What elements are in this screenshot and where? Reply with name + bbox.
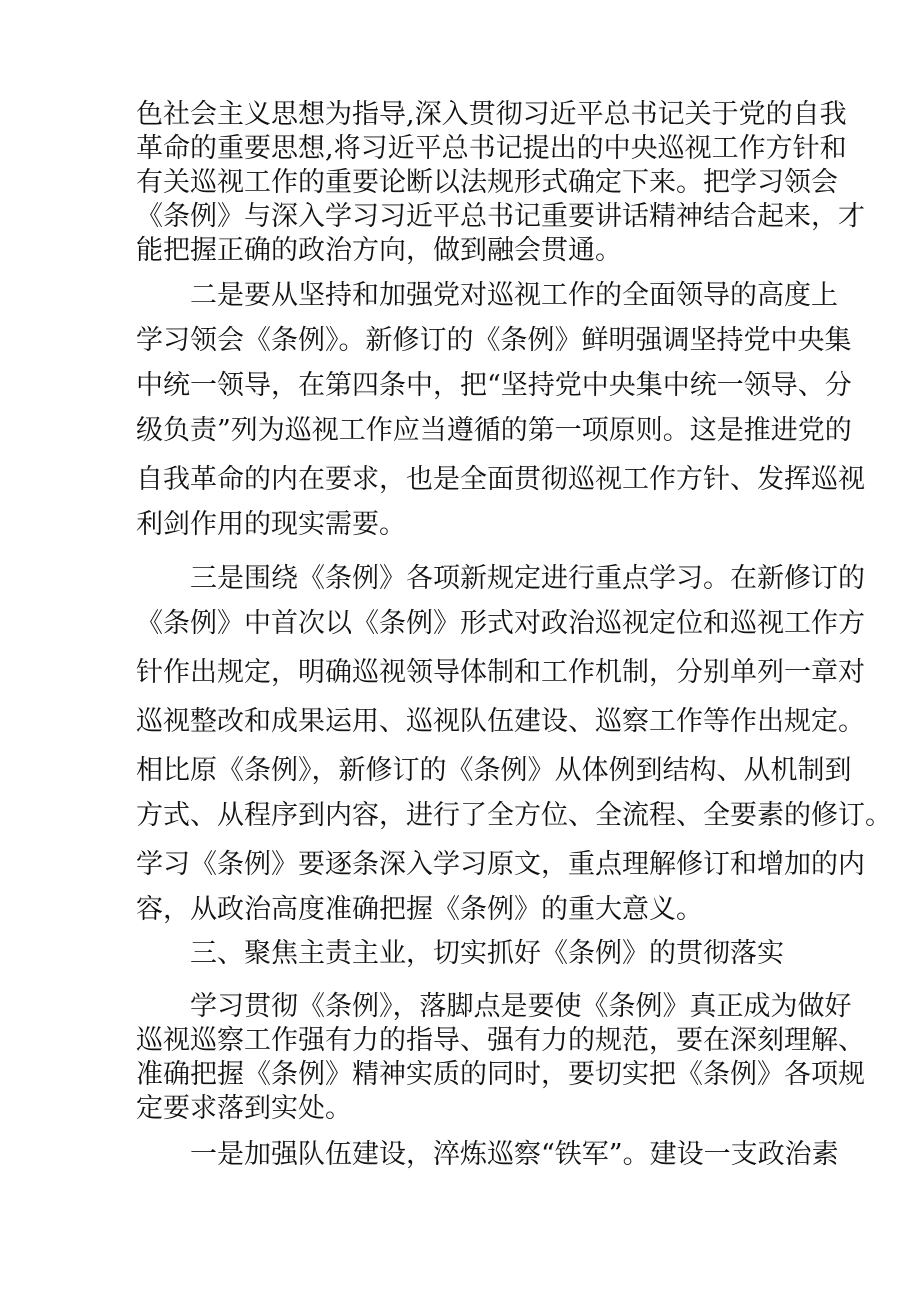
text-line: 学习《条例》要逐条深入学习原文，重点理解修订和增加的内 <box>136 849 865 880</box>
text-line: 二是要从坚持和加强党对巡视工作的全面领导的高度上 <box>190 280 838 311</box>
text-line: 方式、从程序到内容，进行了全方位、全流程、全要素的修订。 <box>136 800 892 831</box>
text-line: 革命的重要思想,将习近平总书记提出的中央巡视工作方针和 <box>136 133 847 164</box>
text-line: 色社会主义思想为指导,深入贯彻习近平总书记关于党的自我 <box>136 99 847 130</box>
text-line: 相比原《条例》，新修订的《条例》从体例到结构、从机制到 <box>136 755 852 786</box>
text-line: 定要求落到实处。 <box>136 1093 352 1124</box>
text-line: 级负责”列为巡视工作应当遵循的第一项原则。这是推进党的 <box>136 415 852 446</box>
text-line: 巡视巡察工作强有力的指导、强有力的规范，要在深刻理解、 <box>136 1025 865 1056</box>
text-line: 学习领会《条例》。新修订的《条例》鲜明强调坚持党中央集 <box>136 325 852 356</box>
text-line: 利剑作用的现实需要。 <box>136 509 406 540</box>
text-line: 有关巡视工作的重要论断以法规形式确定下来。把学习领会 <box>136 167 838 198</box>
section-heading: 三、聚焦主责主业，切实抓好《条例》的贯彻落实 <box>190 938 784 969</box>
text-line: 自我革命的内在要求，也是全面贯彻巡视工作方针、发挥巡视 <box>136 464 865 495</box>
text-line: 容，从政治高度准确把握《条例》的重大意义。 <box>136 894 703 925</box>
text-line: 学习贯彻《条例》，落脚点是要使《条例》真正成为做好 <box>190 991 852 1022</box>
text-line: 《条例》中首次以《条例》形式对政治巡视定位和巡视工作方 <box>136 608 865 639</box>
text-line: 中统一领导，在第四条中，把“坚持党中央集中统一领导、分 <box>136 370 852 401</box>
text-line: 巡视整改和成果运用、巡视队伍建设、巡察工作等作出规定。 <box>136 706 865 737</box>
text-line: 准确把握《条例》精神实质的同时，要切实把《条例》各项规 <box>136 1059 865 1090</box>
text-line: 能把握正确的政治方向，做到融会贯通。 <box>136 235 622 266</box>
text-line: 一是加强队伍建设，淬炼巡察“铁军”。建设一支政治素 <box>190 1139 839 1170</box>
text-line: 《条例》与深入学习习近平总书记重要讲话精神结合起来，才 <box>136 201 865 232</box>
text-line: 针作出规定，明确巡视领导体制和工作机制，分别单列一章对 <box>136 657 865 688</box>
text-line: 三是围绕《条例》各项新规定进行重点学习。在新修订的 <box>190 563 865 594</box>
